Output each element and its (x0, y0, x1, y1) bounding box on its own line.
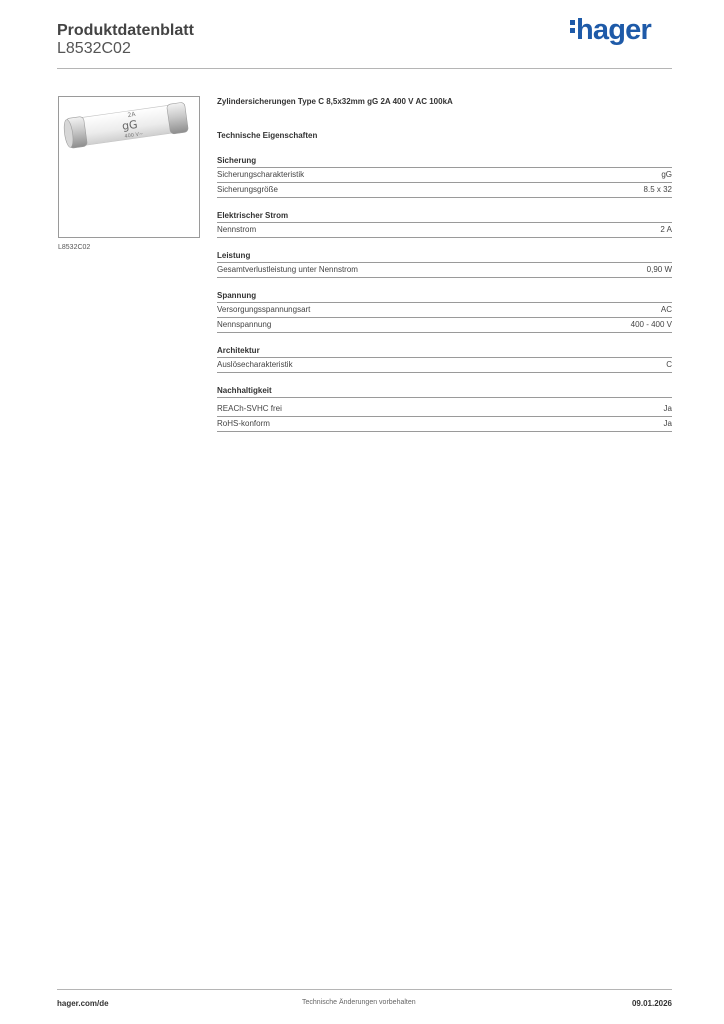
spec-value: Ja (663, 419, 672, 428)
spec-value: AC (660, 305, 672, 314)
section-heading: Technische Eigenschaften (217, 131, 318, 140)
spec-label: Versorgungsspannungsart (217, 305, 311, 314)
hager-logo (570, 14, 651, 47)
product-code: L8532C02 (57, 40, 131, 57)
logo-text: hager (576, 14, 651, 46)
spec-row (217, 402, 672, 417)
spec-group-nachhaltigkeit (217, 385, 672, 432)
spec-value: 400 - 400 V (630, 320, 672, 329)
fuse-label-bottom: 400 V~ (124, 131, 144, 140)
group-title: Spannung (217, 290, 672, 303)
spec-label: Sicherungsgröße (217, 185, 278, 194)
group-title: Nachhaltigkeit (217, 385, 672, 398)
fuse-image (59, 97, 199, 237)
logo-dots-icon (570, 17, 576, 36)
spec-label: Nennspannung (217, 320, 272, 329)
header-divider (57, 68, 672, 69)
spec-value: 8.5 x 32 (643, 185, 672, 194)
product-description: Zylindersicherungen Type C 8,5x32mm gG 2A 400 V AC 100kA (217, 97, 453, 106)
spec-group-architektur (217, 345, 672, 373)
spec-value: gG (661, 170, 672, 179)
spec-row (217, 168, 672, 183)
footer-note: Technische Änderungen vorbehalten (302, 999, 416, 1006)
spec-label: Auslösecharakteristik (217, 360, 293, 369)
spec-group-sicherung (217, 155, 672, 198)
spec-row (217, 303, 672, 318)
spec-group-elektrischer-strom (217, 210, 672, 238)
spec-label: Nennstrom (217, 225, 257, 234)
group-title: Leistung (217, 250, 672, 263)
spec-row (217, 358, 672, 373)
image-caption: L8532C02 (58, 244, 91, 251)
spec-label: Sicherungscharakteristik (217, 170, 305, 179)
spec-value: 0,90 W (646, 265, 672, 274)
group-title: Sicherung (217, 155, 672, 168)
spec-label: RoHS-konform (217, 419, 270, 428)
page-title: Produktdatenblatt (57, 22, 194, 39)
spec-row (217, 417, 672, 432)
spec-value: Ja (663, 404, 672, 413)
spec-row (217, 223, 672, 238)
spec-value: 2 A (660, 225, 672, 234)
spec-value: C (666, 360, 672, 369)
spec-row (217, 263, 672, 278)
spec-group-leistung (217, 250, 672, 278)
footer-date: 09.01.2026 (631, 999, 672, 1008)
spec-content (217, 96, 672, 432)
fuse-label-main: gG (121, 117, 139, 133)
footer-website-link[interactable]: hager.com/de (57, 999, 109, 1008)
footer-divider (57, 989, 672, 990)
product-image-frame (58, 96, 200, 238)
spec-row (217, 183, 672, 198)
spec-group-spannung (217, 290, 672, 333)
group-title: Architektur (217, 345, 672, 358)
spec-label: Gesamtverlustleistung unter Nennstrom (217, 265, 358, 274)
group-title: Elektrischer Strom (217, 210, 672, 223)
fuse-label-top: 2A (127, 111, 137, 120)
spec-row (217, 318, 672, 333)
spec-label: REACh-SVHC frei (217, 404, 282, 413)
